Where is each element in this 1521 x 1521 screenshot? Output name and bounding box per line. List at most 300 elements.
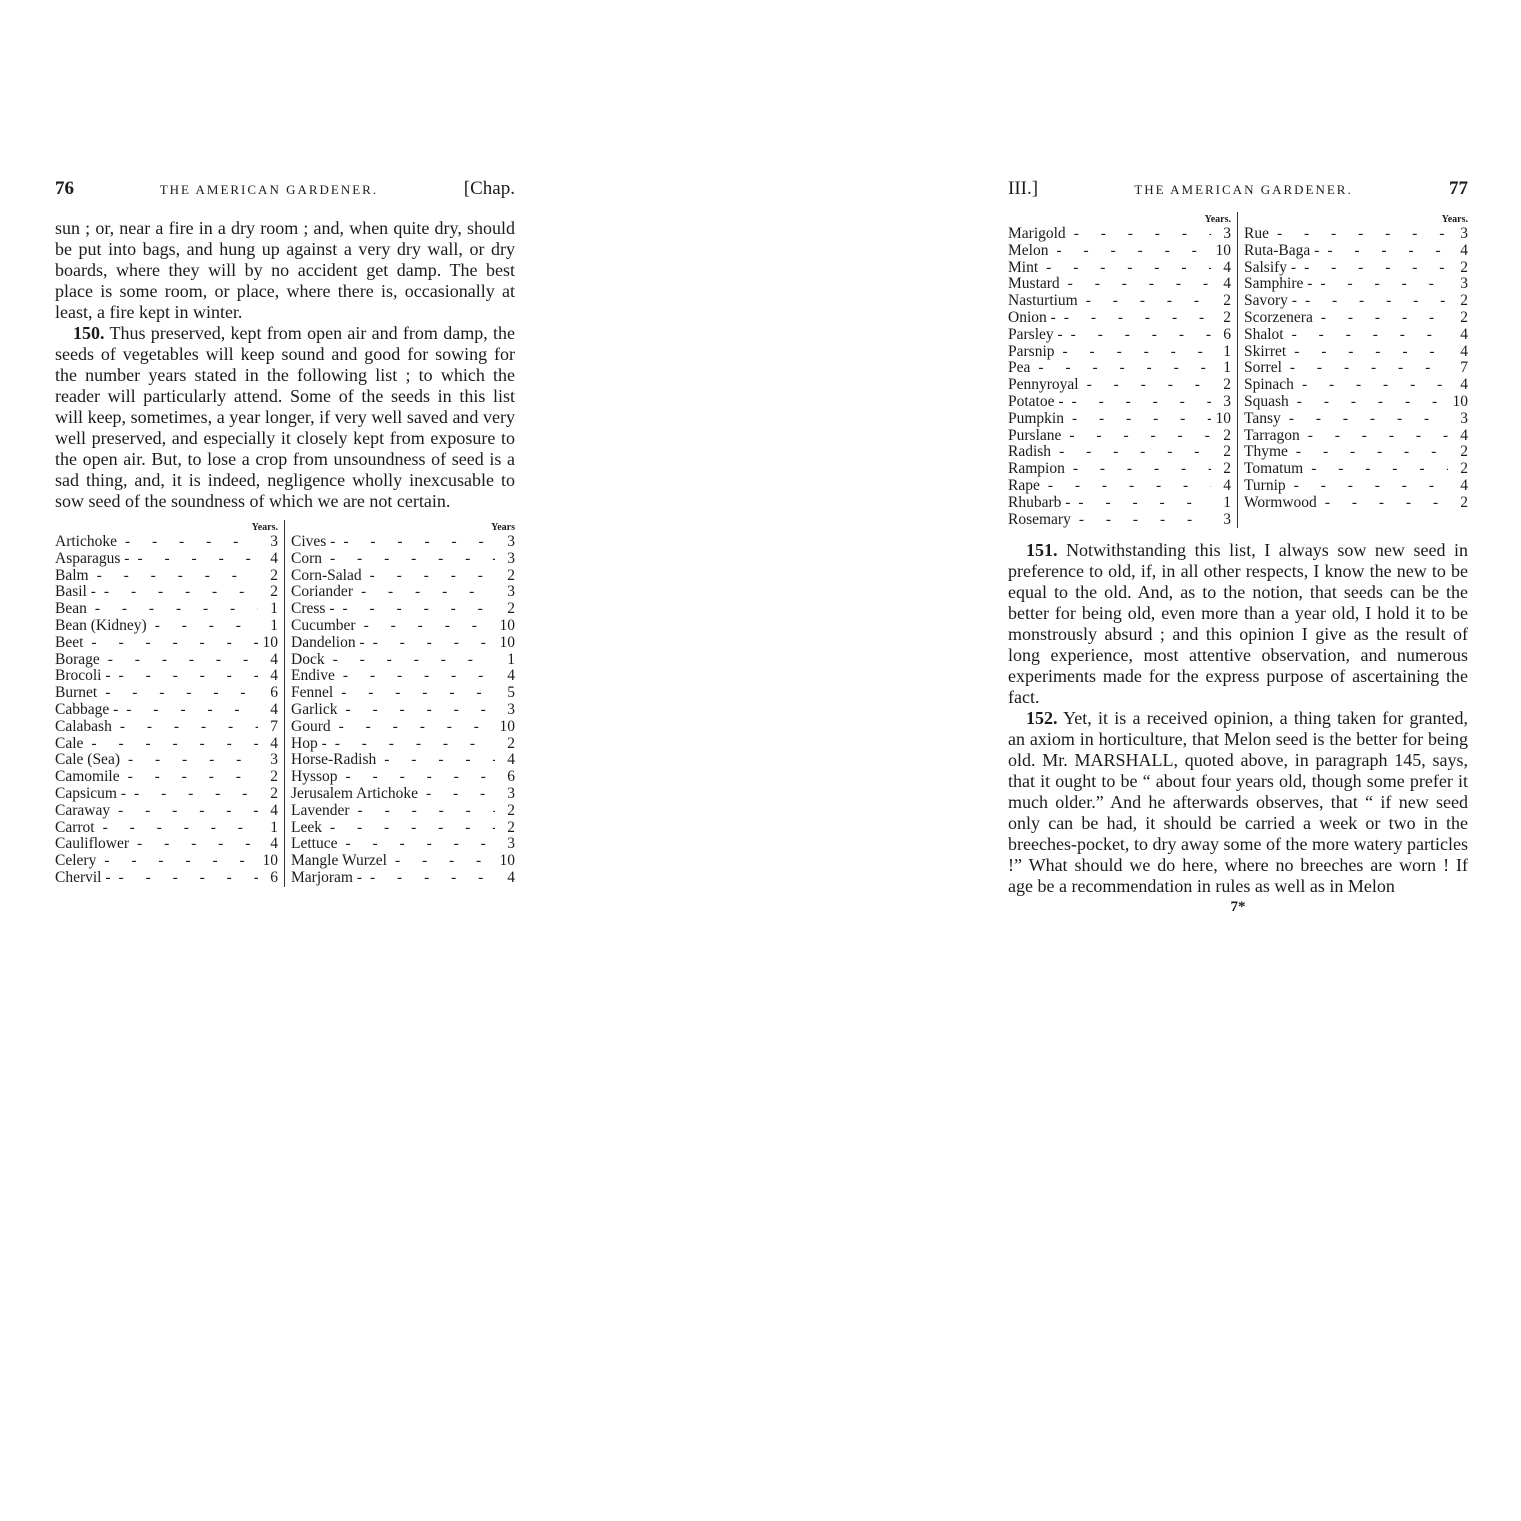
years-value: 10 xyxy=(262,633,278,651)
vegetable-name: Cress - xyxy=(291,600,335,618)
vegetable-name: Mangle Wurzel xyxy=(291,852,387,870)
dot-leader xyxy=(126,786,258,803)
vegetable-name: Scorzenera xyxy=(1244,308,1313,326)
dot-leader xyxy=(1289,394,1448,411)
vegetable-name: Cabbage - xyxy=(55,700,119,718)
vegetable-name: Spinach xyxy=(1244,376,1294,394)
dot-leader xyxy=(337,836,495,853)
dot-leader xyxy=(350,803,495,820)
vegetable-name: Burnet xyxy=(55,684,98,702)
table-row xyxy=(291,786,515,803)
dot-leader xyxy=(129,836,258,853)
table-row xyxy=(1244,461,1468,478)
table-row xyxy=(1244,310,1468,327)
dot-leader xyxy=(97,685,258,702)
table-row xyxy=(55,719,278,736)
vegetable-name: Purslane xyxy=(1008,426,1062,444)
dot-leader xyxy=(96,584,258,601)
table-row xyxy=(291,752,515,769)
table-row xyxy=(55,685,278,702)
years-value: 2 xyxy=(1223,292,1231,310)
vegetable-name: Ruta-Baga - xyxy=(1244,241,1320,259)
years-value: 4 xyxy=(270,734,278,752)
dot-leader xyxy=(147,618,258,635)
years-value: 4 xyxy=(1460,376,1468,394)
years-value: 3 xyxy=(270,751,278,769)
table-row xyxy=(291,534,515,551)
years-value: 2 xyxy=(1460,258,1468,276)
vegetable-name: Melon xyxy=(1008,241,1049,259)
right-page xyxy=(1008,178,1468,916)
page-number: 76 xyxy=(55,178,74,199)
table-row xyxy=(55,752,278,769)
table-row xyxy=(1008,411,1231,428)
table-row xyxy=(1244,428,1468,445)
table-row xyxy=(1244,377,1468,394)
years-value: 2 xyxy=(507,818,515,836)
dot-leader xyxy=(83,736,258,753)
chapter-marker: [Chap. xyxy=(463,178,515,199)
vegetable-name: Horse-Radish xyxy=(291,751,377,769)
table-row xyxy=(291,719,515,736)
dot-leader xyxy=(335,668,495,685)
years-header: Years. xyxy=(251,522,278,533)
years-value: 6 xyxy=(270,868,278,886)
vegetable-name: Hyssop xyxy=(291,768,338,786)
dot-leader xyxy=(387,853,495,870)
dot-leader xyxy=(362,568,495,585)
table-row xyxy=(1008,512,1231,529)
dot-leader xyxy=(337,702,495,719)
table-row xyxy=(1008,478,1231,495)
vegetable-name: Rhubarb - xyxy=(1008,493,1071,511)
table-row xyxy=(1008,461,1231,478)
table-row xyxy=(1008,394,1231,411)
dot-leader xyxy=(1284,327,1448,344)
table-row xyxy=(1244,444,1468,461)
years-header: Years xyxy=(491,522,515,533)
years-value: 4 xyxy=(1223,476,1231,494)
table-row xyxy=(1244,327,1468,344)
years-value: 4 xyxy=(507,667,515,685)
vegetable-name: Basil - xyxy=(55,583,96,601)
dot-leader xyxy=(1065,461,1211,478)
dot-leader xyxy=(1055,344,1212,361)
table-row xyxy=(1244,226,1468,243)
vegetable-name: Rosemary xyxy=(1008,510,1071,528)
years-value: 4 xyxy=(1460,476,1468,494)
dot-leader xyxy=(1064,411,1211,428)
vegetable-name: Bean xyxy=(55,600,87,618)
table-row xyxy=(291,702,515,719)
years-value: 3 xyxy=(1460,409,1468,427)
years-value: 10 xyxy=(262,852,278,870)
vegetable-name: Hop - xyxy=(291,734,327,752)
table-column-1 xyxy=(1008,212,1238,528)
running-title: THE AMERICAN GARDENER. xyxy=(159,182,379,197)
dot-leader xyxy=(1040,478,1211,495)
vegetable-name: Sorrel xyxy=(1244,359,1282,377)
years-value: 4 xyxy=(270,667,278,685)
dot-leader xyxy=(1300,428,1448,445)
years-value: 2 xyxy=(270,784,278,802)
years-value: 2 xyxy=(1460,308,1468,326)
dot-leader xyxy=(1079,377,1211,394)
dot-leader xyxy=(100,652,258,669)
table-row xyxy=(55,652,278,669)
dot-leader xyxy=(322,551,495,568)
vegetable-name: Radish xyxy=(1008,443,1052,461)
dot-leader xyxy=(120,769,258,786)
dot-leader xyxy=(117,534,258,551)
table-row xyxy=(1008,428,1231,445)
dot-leader xyxy=(1070,495,1211,512)
table-row xyxy=(55,803,278,820)
dot-leader xyxy=(1038,260,1211,277)
dot-leader xyxy=(1317,495,1448,512)
years-value: 6 xyxy=(270,684,278,702)
dot-leader xyxy=(353,584,495,601)
dot-leader xyxy=(1303,461,1448,478)
years-value: 3 xyxy=(1460,225,1468,242)
years-value: 1 xyxy=(507,650,515,668)
years-value: 4 xyxy=(507,868,515,886)
years-value: 10 xyxy=(1215,409,1231,427)
table-column-2 xyxy=(285,520,515,887)
dot-leader xyxy=(1078,293,1211,310)
vegetable-name: Garlick xyxy=(291,700,338,718)
vegetable-name: Skirret xyxy=(1244,342,1287,360)
vegetable-name: Endive xyxy=(291,667,335,685)
dot-leader xyxy=(1312,276,1448,293)
table-row xyxy=(291,618,515,635)
table-row xyxy=(291,803,515,820)
vegetable-name: Rape xyxy=(1008,476,1040,494)
running-title: THE AMERICAN GARDENER. xyxy=(1134,182,1353,197)
vegetable-name: Capsicum - xyxy=(55,784,127,802)
dot-leader xyxy=(1048,243,1211,260)
years-value: 1 xyxy=(1223,493,1231,511)
years-value: 4 xyxy=(270,650,278,668)
vegetable-name: Nasturtium xyxy=(1008,292,1078,310)
table-row xyxy=(291,568,515,585)
table-row xyxy=(1008,260,1231,277)
years-value: 10 xyxy=(499,852,515,870)
vegetable-name: Cives - xyxy=(291,533,336,550)
vegetable-name: Corn xyxy=(291,549,322,567)
dot-leader xyxy=(95,820,258,837)
vegetable-name: Dock xyxy=(291,650,325,668)
table-row xyxy=(291,635,515,652)
years-value: 10 xyxy=(1215,241,1231,259)
table-row xyxy=(1008,243,1231,260)
table-row xyxy=(55,668,278,685)
years-value: 2 xyxy=(270,583,278,601)
vegetable-name: Thyme xyxy=(1244,443,1288,461)
paragraph-continued: sun ; or, near a fire in a dry room ; and, when quite dry, should be put into bags, and hung up against a very dry wall, or dry boards, where they will by no accident get damp. The best place is some room, or place, where there is, occasionally at least, a fire kept in winter. xyxy=(55,218,515,322)
table-row xyxy=(1008,276,1231,293)
table-row xyxy=(291,836,515,853)
vegetable-name: Jerusalem Artichoke xyxy=(291,784,418,802)
vegetable-name: Lettuce xyxy=(291,835,338,853)
vegetable-name: Bean (Kidney) xyxy=(55,616,147,634)
table-row xyxy=(55,786,278,803)
dot-leader xyxy=(376,752,495,769)
paragraph-152 xyxy=(1008,708,1468,897)
paragraph-text: Thus preserved, kept from open air and from damp, the seeds of vegetables will keep sound and good for sowing for the number years stated in the following list ; to which the reader will particularly attend. Some of the seeds in this list will keep, sometimes, a year longer, if very well saved and very well preserved, and especially it closely kept from exposure to the open air. But, to lose a crop from unsoundness of seed is a sad thing, and, it is indeed, negligence wholly inexcusable to sow seed of the soundness of which we are not certain. xyxy=(55,323,515,511)
table-row xyxy=(291,820,515,837)
years-value: 4 xyxy=(1460,342,1468,360)
table-row xyxy=(291,584,515,601)
years-header: Years. xyxy=(1204,214,1231,225)
table-row xyxy=(1244,478,1468,495)
dot-leader xyxy=(331,719,495,736)
seed-years-table-right xyxy=(1008,212,1468,528)
vegetable-name: Coriander xyxy=(291,583,353,601)
vegetable-name: Borage xyxy=(55,650,100,668)
vegetable-name: Onion - xyxy=(1008,308,1056,326)
dot-leader xyxy=(1297,293,1448,310)
vegetable-name: Cale (Sea) xyxy=(55,751,120,769)
table-row xyxy=(1244,243,1468,260)
table-rows xyxy=(1244,226,1468,512)
years-value: 2 xyxy=(507,600,515,618)
vegetable-name: Cucumber xyxy=(291,616,356,634)
paragraph-150 xyxy=(55,323,515,512)
years-value: 4 xyxy=(270,549,278,567)
dot-leader xyxy=(1296,260,1448,277)
vegetable-name: Carrot xyxy=(55,818,95,836)
table-rows xyxy=(55,534,278,887)
years-value: 4 xyxy=(1460,426,1468,444)
table-row xyxy=(55,836,278,853)
table-row xyxy=(291,652,515,669)
years-value: 6 xyxy=(1223,325,1231,343)
table-row xyxy=(1008,344,1231,361)
table-row xyxy=(1008,310,1231,327)
vegetable-name: Brocoli - xyxy=(55,667,111,685)
dot-leader xyxy=(338,769,495,786)
chapter-marker: III.] xyxy=(1008,178,1039,199)
table-row xyxy=(55,870,278,887)
dot-leader xyxy=(334,601,495,618)
table-row xyxy=(55,736,278,753)
dot-leader xyxy=(1294,377,1448,394)
table-row xyxy=(291,870,515,887)
dot-leader xyxy=(1060,276,1211,293)
vegetable-name: Camomile xyxy=(55,768,120,786)
left-page-header xyxy=(55,178,515,218)
table-row xyxy=(1008,444,1231,461)
table-row xyxy=(1244,260,1468,277)
years-value: 10 xyxy=(499,717,515,735)
dot-leader xyxy=(1319,243,1448,260)
table-row xyxy=(1008,495,1231,512)
years-value: 2 xyxy=(1460,493,1468,511)
dot-leader xyxy=(110,803,258,820)
table-row xyxy=(55,769,278,786)
left-page xyxy=(55,178,515,887)
dot-leader xyxy=(327,736,495,753)
vegetable-name: Tarragon xyxy=(1244,426,1300,444)
years-value: 2 xyxy=(1223,376,1231,394)
vegetable-name: Wormwood xyxy=(1244,493,1317,511)
years-value: 4 xyxy=(1460,325,1468,343)
dot-leader xyxy=(1313,310,1448,327)
vegetable-name: Cauliflower xyxy=(55,835,130,853)
table-column-2 xyxy=(1238,212,1468,528)
table-column-1 xyxy=(55,520,285,887)
vegetable-name: Leek xyxy=(291,818,322,836)
dot-leader xyxy=(365,635,495,652)
years-value: 1 xyxy=(270,600,278,618)
years-value: 3 xyxy=(1223,225,1231,242)
vegetable-name: Tansy xyxy=(1244,409,1281,427)
vegetable-name: Asparagus - xyxy=(55,549,130,567)
paragraph-151 xyxy=(1008,540,1468,708)
years-value: 4 xyxy=(1223,275,1231,293)
years-value: 4 xyxy=(507,751,515,769)
signature-mark: 7* xyxy=(1230,899,1246,916)
dot-leader xyxy=(83,635,258,652)
dot-leader xyxy=(1288,444,1448,461)
years-value: 4 xyxy=(270,801,278,819)
page-number: 77 xyxy=(1448,178,1468,199)
dot-leader xyxy=(120,752,258,769)
years-value: 3 xyxy=(507,583,515,601)
years-value: 2 xyxy=(1460,292,1468,310)
dot-leader xyxy=(335,534,495,551)
paragraph-number: 151. xyxy=(1026,540,1058,561)
years-value: 3 xyxy=(507,700,515,718)
years-value: 3 xyxy=(507,549,515,567)
seed-years-table-left xyxy=(55,520,515,887)
paragraph-number: 150. xyxy=(73,323,105,343)
table-row xyxy=(1008,360,1231,377)
dot-leader xyxy=(112,719,258,736)
vegetable-name: Pennyroyal xyxy=(1008,376,1079,394)
years-value: 2 xyxy=(1223,308,1231,326)
years-value: 2 xyxy=(1460,443,1468,461)
dot-leader xyxy=(418,786,495,803)
years-value: 2 xyxy=(1223,460,1231,478)
years-value: 3 xyxy=(507,533,515,550)
dot-leader xyxy=(1051,444,1211,461)
table-row xyxy=(55,601,278,618)
years-value: 2 xyxy=(270,768,278,786)
vegetable-name: Artichoke xyxy=(55,533,117,550)
dot-leader xyxy=(356,618,495,635)
dot-leader xyxy=(362,870,495,887)
years-value: 10 xyxy=(499,616,515,634)
table-row xyxy=(1244,344,1468,361)
dot-leader xyxy=(89,568,258,585)
years-value: 7 xyxy=(1460,359,1468,377)
vegetable-name: Parsnip xyxy=(1008,342,1055,360)
table-row xyxy=(55,702,278,719)
table-row xyxy=(291,668,515,685)
years-value: 2 xyxy=(1223,426,1231,444)
table-row xyxy=(1244,360,1468,377)
dot-leader xyxy=(1030,360,1211,377)
years-value: 3 xyxy=(270,533,278,550)
vegetable-name: Potatoe - xyxy=(1008,392,1064,410)
dot-leader xyxy=(1286,344,1448,361)
vegetable-name: Rampion xyxy=(1008,460,1065,478)
years-value: 1 xyxy=(1223,342,1231,360)
vegetable-name: Parsley - xyxy=(1008,325,1063,343)
years-value: 1 xyxy=(270,616,278,634)
years-header: Years. xyxy=(1441,214,1468,225)
vegetable-name: Beet xyxy=(55,633,84,651)
table-row xyxy=(55,534,278,551)
years-value: 2 xyxy=(507,734,515,752)
vegetable-name: Pumpkin xyxy=(1008,409,1064,427)
vegetable-name: Lavender xyxy=(291,801,350,819)
years-value: 3 xyxy=(1460,275,1468,293)
years-value: 3 xyxy=(507,784,515,802)
vegetable-name: Squash xyxy=(1244,392,1289,410)
years-value: 2 xyxy=(270,566,278,584)
vegetable-name: Balm xyxy=(55,566,89,584)
years-value: 4 xyxy=(1460,241,1468,259)
vegetable-name: Mustard xyxy=(1008,275,1060,293)
table-row xyxy=(291,769,515,786)
table-rows xyxy=(1008,226,1231,528)
table-row xyxy=(1008,293,1231,310)
years-value: 4 xyxy=(270,700,278,718)
vegetable-name: Salsify - xyxy=(1244,258,1297,276)
dot-leader xyxy=(129,551,258,568)
dot-leader xyxy=(325,652,495,669)
dot-leader xyxy=(1066,226,1211,243)
paragraph-text: Yet, it is a received opinion, a thing taken for granted, an axiom in horticulture, that Melon seed is the better for being old. Mr. MARSHALL, quoted above, in paragraph 145, says, that it ought to be “ about four years old, though some prefer it much older.” And he afterwards observes, that “ if new seed only can be had, it should be carried a week or two in the breeches-pocket, to dry away some of the more watery particles !” What should we do here, where no breeches are worn ! If age be a recommendation in rules as well as in Melon xyxy=(1008,708,1468,897)
vegetable-name: Marjoram - xyxy=(291,868,363,886)
dot-leader xyxy=(1056,310,1211,327)
vegetable-name: Corn-Salad xyxy=(291,566,362,584)
years-value: 1 xyxy=(270,818,278,836)
vegetable-name: Gourd xyxy=(291,717,331,735)
table-row xyxy=(291,551,515,568)
vegetable-name: Shalot xyxy=(1244,325,1284,343)
years-value: 2 xyxy=(1460,460,1468,478)
dot-leader xyxy=(96,853,258,870)
years-value: 6 xyxy=(507,768,515,786)
years-value: 10 xyxy=(499,633,515,651)
table-row xyxy=(1244,495,1468,512)
years-value: 7 xyxy=(270,717,278,735)
years-value: 4 xyxy=(270,835,278,853)
dot-leader xyxy=(87,601,258,618)
vegetable-name: Calabash xyxy=(55,717,112,735)
table-row xyxy=(1244,394,1468,411)
vegetable-name: Samphire - xyxy=(1244,275,1313,293)
dot-leader xyxy=(1281,411,1448,428)
table-row xyxy=(1244,411,1468,428)
dot-leader xyxy=(322,820,495,837)
dot-leader xyxy=(1269,226,1448,243)
table-row xyxy=(1008,377,1231,394)
vegetable-name: Fennel xyxy=(291,684,334,702)
vegetable-name: Turnip xyxy=(1244,476,1286,494)
table-row xyxy=(1244,293,1468,310)
dot-leader xyxy=(1071,512,1211,529)
table-row xyxy=(1244,276,1468,293)
table-row xyxy=(55,584,278,601)
years-value: 5 xyxy=(507,684,515,702)
years-value: 2 xyxy=(1223,443,1231,461)
dot-leader xyxy=(1063,327,1211,344)
